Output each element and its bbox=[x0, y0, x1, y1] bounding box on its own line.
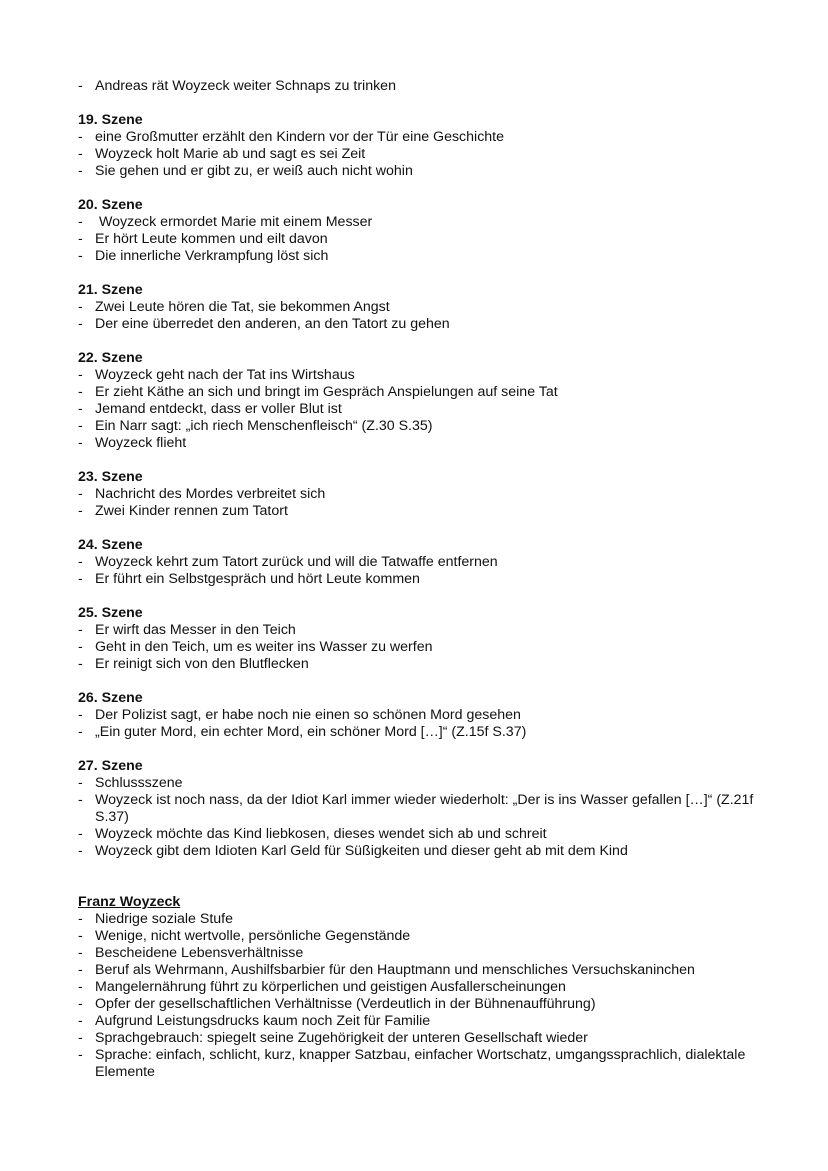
list-item: - Bescheidene Lebensverhältnisse bbox=[78, 945, 758, 962]
spacer bbox=[78, 877, 758, 894]
section-heading: 25. Szene bbox=[78, 605, 143, 621]
list-item: - Der eine überredet den anderen, an den Tatort zu gehen bbox=[78, 316, 758, 333]
bullet-list bbox=[78, 911, 758, 1081]
list-item: - eine Großmutter erzählt den Kindern vor der Tür eine Geschichte bbox=[78, 129, 758, 146]
list-item: - Zwei Leute hören die Tat, sie bekommen Angst bbox=[78, 299, 758, 316]
bullet-list bbox=[78, 299, 758, 333]
list-item: - Woyzeck kehrt zum Tatort zurück und will die Tatwaffe entfernen bbox=[78, 554, 758, 571]
list-item: - Er reinigt sich von den Blutflecken bbox=[78, 656, 758, 673]
list-item: - Sprachgebrauch: spiegelt seine Zugehörigkeit der unteren Gesellschaft wieder bbox=[78, 1030, 758, 1047]
bullet-list bbox=[78, 486, 758, 520]
bullet-list bbox=[78, 554, 758, 588]
section-heading: 22. Szene bbox=[78, 350, 143, 366]
section-heading: 24. Szene bbox=[78, 537, 143, 553]
list-item: - Woyzeck holt Marie ab und sagt es sei Zeit bbox=[78, 146, 758, 163]
list-item: - Andreas rät Woyzeck weiter Schnaps zu trinken bbox=[78, 78, 758, 95]
section-heading: 26. Szene bbox=[78, 690, 143, 706]
section-szene-20 bbox=[78, 197, 758, 265]
list-item: - Woyzeck ermordet Marie mit einem Messer bbox=[78, 214, 758, 231]
bullet-list bbox=[78, 707, 758, 741]
bullet-list bbox=[78, 775, 758, 860]
section-szene-22 bbox=[78, 350, 758, 452]
section-heading: 19. Szene bbox=[78, 112, 143, 128]
section-heading: 27. Szene bbox=[78, 758, 143, 774]
list-item: - Mangelernährung führt zu körperlichen und geistigen Ausfallerscheinungen bbox=[78, 979, 758, 996]
document-content bbox=[78, 78, 758, 1098]
section-szene-26 bbox=[78, 690, 758, 741]
bullet-list bbox=[78, 78, 758, 95]
section-szene-23 bbox=[78, 469, 758, 520]
bullet-list bbox=[78, 129, 758, 180]
section-szene-19 bbox=[78, 112, 758, 180]
bullet-list bbox=[78, 367, 758, 452]
section-heading: 21. Szene bbox=[78, 282, 143, 298]
list-item: - Niedrige soziale Stufe bbox=[78, 911, 758, 928]
character-heading: Franz Woyzeck bbox=[78, 894, 181, 910]
list-item: - Er wirft das Messer in den Teich bbox=[78, 622, 758, 639]
section-continuation bbox=[78, 78, 758, 95]
list-item: - Woyzeck geht nach der Tat ins Wirtshaus bbox=[78, 367, 758, 384]
section-szene-27 bbox=[78, 758, 758, 860]
list-item: - Woyzeck möchte das Kind liebkosen, dieses wendet sich ab und schreit bbox=[78, 826, 758, 843]
list-item: - Sie gehen und er gibt zu, er weiß auch nicht wohin bbox=[78, 163, 758, 180]
section-franz-woyzeck bbox=[78, 894, 758, 1081]
section-heading: 23. Szene bbox=[78, 469, 143, 485]
section-szene-25 bbox=[78, 605, 758, 673]
list-item: - Woyzeck gibt dem Idioten Karl Geld für Süßigkeiten und dieser geht ab mit dem Kind bbox=[78, 843, 758, 860]
list-item: - Er zieht Käthe an sich und bringt im Gespräch Anspielungen auf seine Tat bbox=[78, 384, 758, 401]
list-item: - Er führt ein Selbstgespräch und hört Leute kommen bbox=[78, 571, 758, 588]
list-item: - Woyzeck flieht bbox=[78, 435, 758, 452]
list-item: - Schlussszene bbox=[78, 775, 758, 792]
bullet-list bbox=[78, 214, 758, 265]
list-item: - Wenige, nicht wertvolle, persönliche Gegenstände bbox=[78, 928, 758, 945]
list-item: - Die innerliche Verkrampfung löst sich bbox=[78, 248, 758, 265]
list-item: - Ein Narr sagt: „ich riech Menschenfleisch“ (Z.30 S.35) bbox=[78, 418, 758, 435]
list-item: - Jemand entdeckt, dass er voller Blut ist bbox=[78, 401, 758, 418]
list-item: - „Ein guter Mord, ein echter Mord, ein schöner Mord […]“ (Z.15f S.37) bbox=[78, 724, 758, 741]
section-szene-24 bbox=[78, 537, 758, 588]
list-item: - Nachricht des Mordes verbreitet sich bbox=[78, 486, 758, 503]
list-item: - Der Polizist sagt, er habe noch nie einen so schönen Mord gesehen bbox=[78, 707, 758, 724]
section-szene-21 bbox=[78, 282, 758, 333]
list-item: - Opfer der gesellschaftlichen Verhältnisse (Verdeutlich in der Bühnenaufführung) bbox=[78, 996, 758, 1013]
list-item: - Zwei Kinder rennen zum Tatort bbox=[78, 503, 758, 520]
list-item: - Geht in den Teich, um es weiter ins Wasser zu werfen bbox=[78, 639, 758, 656]
list-item: - Beruf als Wehrmann, Aushilfsbarbier für den Hauptmann und menschliches Versuchskaninchen bbox=[78, 962, 758, 979]
list-item: - Aufgrund Leistungsdrucks kaum noch Zeit für Familie bbox=[78, 1013, 758, 1030]
list-item: - Sprache: einfach, schlicht, kurz, knapper Satzbau, einfacher Wortschatz, umgangssprachlich, dialektale Elemente bbox=[78, 1047, 758, 1081]
section-heading: 20. Szene bbox=[78, 197, 143, 213]
list-item: - Woyzeck ist noch nass, da der Idiot Karl immer wieder wiederholt: „Der is ins Wasser gefallen […]“ (Z.21f S.37) bbox=[78, 792, 758, 826]
bullet-list bbox=[78, 622, 758, 673]
list-item: - Er hört Leute kommen und eilt davon bbox=[78, 231, 758, 248]
